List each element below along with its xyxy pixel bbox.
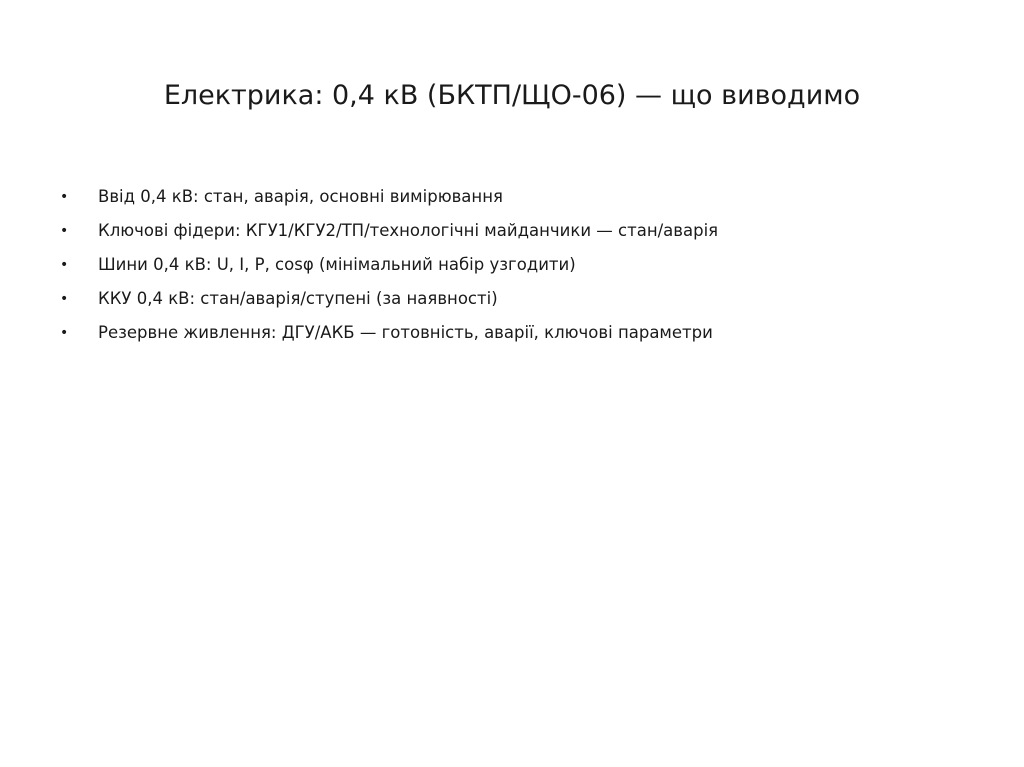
bullet-text: Ввід 0,4 кВ: стан, аварія, основні вимірювання bbox=[98, 187, 503, 206]
bullet-text: Ключові фідери: КГУ1/КГУ2/ТП/технологічні майданчики — стан/аварія bbox=[98, 221, 719, 240]
bullet-icon: • bbox=[60, 223, 69, 239]
bullet-icon: • bbox=[60, 189, 69, 205]
bullet-icon: • bbox=[60, 257, 69, 273]
bullet-item bbox=[60, 180, 980, 214]
bullet-item bbox=[60, 214, 980, 248]
bullet-icon: • bbox=[60, 325, 69, 341]
bullet-item bbox=[60, 282, 980, 316]
bullet-text: ККУ 0,4 кВ: стан/аварія/ступені (за наявності) bbox=[98, 289, 498, 308]
bullet-list bbox=[60, 180, 980, 350]
slide-title: Електрика: 0,4 кВ (БКТП/ЩО-06) — що виводимо bbox=[163, 80, 861, 111]
bullet-text: Шини 0,4 кВ: U, I, P, cosφ (мінімальний набір узгодити) bbox=[98, 255, 576, 274]
bullet-item bbox=[60, 316, 980, 350]
bullet-icon: • bbox=[60, 291, 69, 307]
bullet-text: Резервне живлення: ДГУ/АКБ — готовність, аварії, ключові параметри bbox=[98, 323, 713, 342]
bullet-item bbox=[60, 248, 980, 282]
